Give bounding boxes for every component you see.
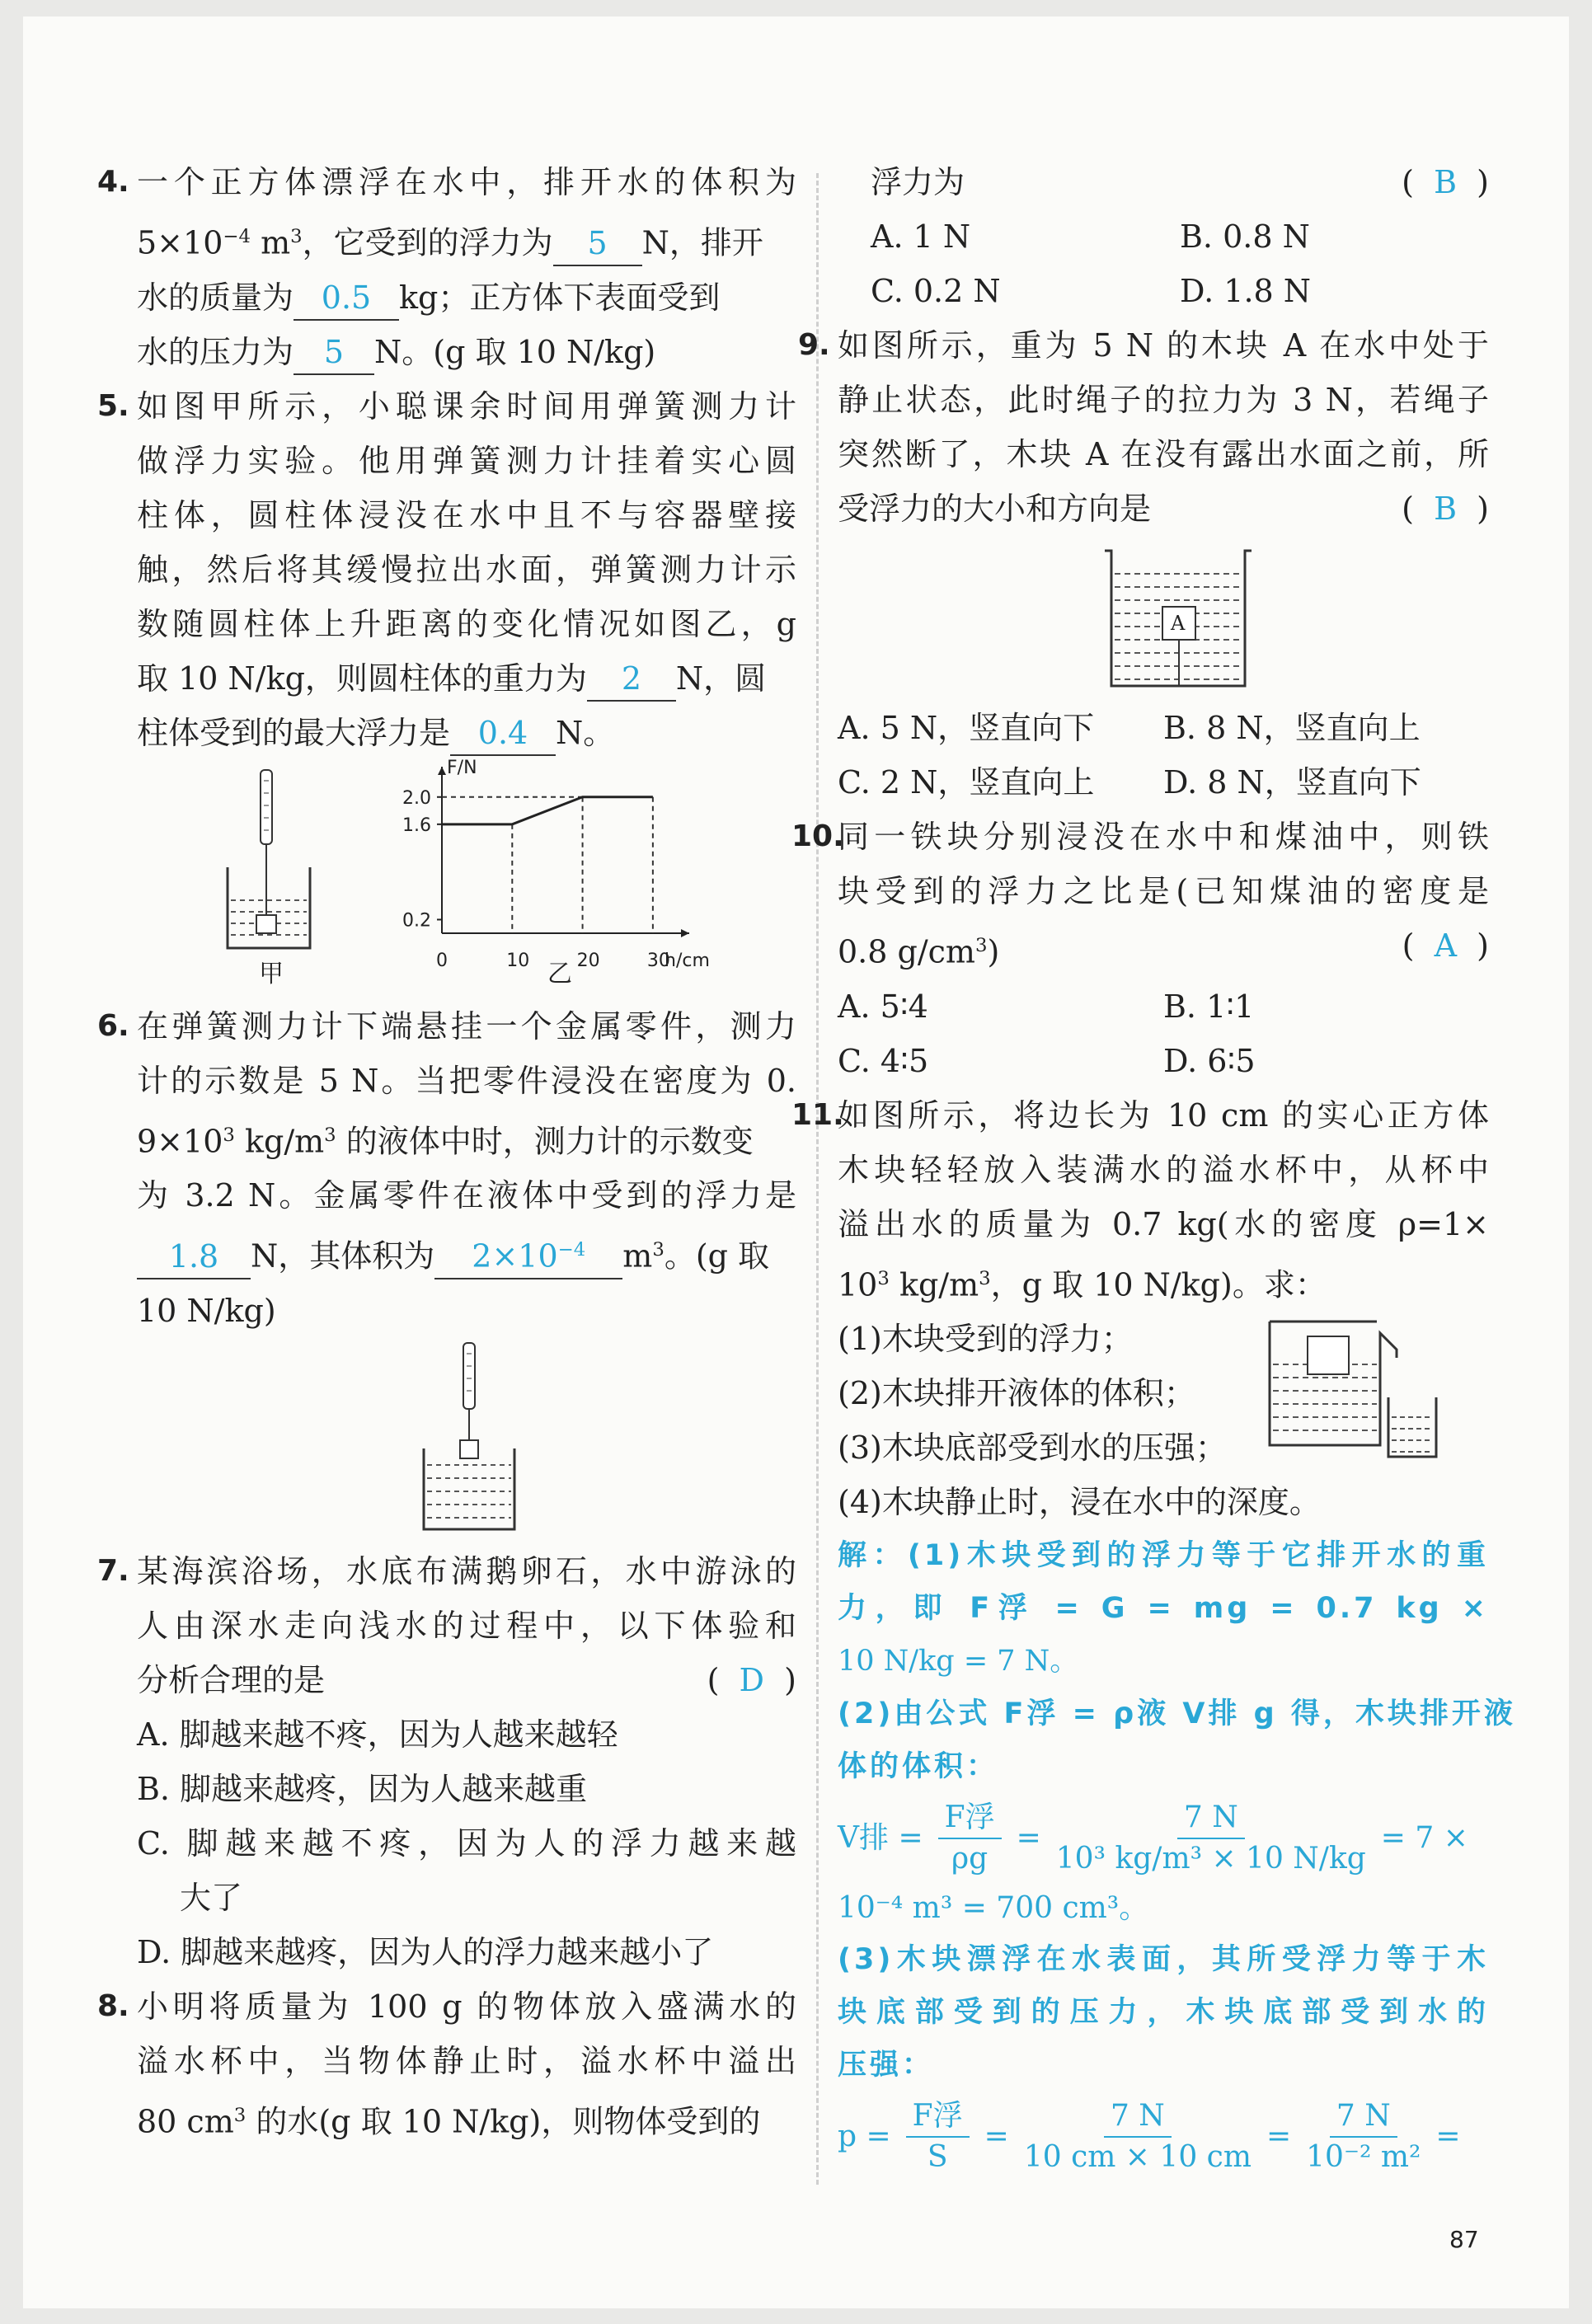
column-divider (816, 173, 819, 2185)
overflow-cup-figure (1265, 1317, 1446, 1461)
answer-blank[interactable]: $2\times 10^{-4}$ (434, 1228, 622, 1279)
block-label: A (1171, 612, 1186, 635)
y-axis-label: F/N (447, 757, 477, 778)
question-8 (97, 1979, 796, 2149)
text-line: 溢水杯中，当物体静止时，溢水杯中溢出 (137, 2042, 796, 2079)
option-a[interactable]: A. 5∶4 (838, 988, 928, 1025)
solution (838, 1529, 1516, 1793)
question-number: 7. (97, 1553, 129, 1588)
text-line: 溢出水的质量为 0.7 kg(水的密度 ρ=1× (838, 1205, 1489, 1242)
answer-choice[interactable]: D (739, 1661, 765, 1698)
x-axis-label: h/cm (665, 950, 710, 971)
answer-paren: ( A ) (1402, 927, 1489, 964)
answer-choice[interactable]: B (1434, 491, 1458, 527)
text-line: 受浮力的大小和方向是 ( B ) (838, 481, 1489, 536)
text-line: 某海滨浴场，水底布满鹅卵石，水中游泳的 (137, 1552, 796, 1589)
page-number: 87 (1449, 2226, 1479, 2253)
text-line: 浮力为 ( B ) (838, 155, 1489, 209)
option-d[interactable]: D. 1.8 N (1180, 273, 1312, 309)
answer-blank[interactable]: 0.5 (294, 276, 399, 321)
answer-blank[interactable]: 5 (294, 331, 374, 375)
text-line: 1.8 N，其体积为 $2\times 10^{-4}$ $m^3$。(g 取 (137, 1223, 796, 1284)
answer-blank[interactable]: 0.4 (450, 711, 556, 756)
solution-line: 解：(1)木块受到的浮力等于它排开水的重 (838, 1539, 1489, 1573)
answer-blank[interactable]: 1.8 (137, 1235, 251, 1279)
sub-question-4: (4)木块静止时，浸在水中的深度。 (838, 1484, 1321, 1521)
option-b[interactable]: B. 0.8 N (1180, 218, 1310, 255)
x-tick-label: 30 (646, 950, 670, 971)
answer-blank[interactable]: 5 (553, 222, 642, 266)
text-line: 柱体，圆柱体浸没在水中且不与容器壁接 (137, 496, 796, 533)
options (838, 979, 1489, 1088)
question-4 (97, 155, 796, 379)
figure-9 (838, 536, 1489, 701)
sub-questions (838, 1312, 1489, 1529)
question-number: 5. (97, 388, 129, 423)
figure-6 (137, 1338, 796, 1544)
x-tick-label: 20 (576, 950, 600, 971)
option-d[interactable]: D. 脚越来越疼，因为人的浮力越来越小了 (137, 1933, 714, 1970)
spring-scale-beaker-figure (219, 768, 318, 958)
text-line: 做浮力实验。他用弹簧测力计挂着实心圆 (137, 442, 796, 479)
text-line: 同一铁块分别浸没在水中和煤油中，则铁 (838, 819, 1489, 855)
text-line: 80 $cm^3$ 的水(g 取 10 N/kg)，则物体受到的 (137, 2103, 761, 2140)
y-tick-label: 1.6 (402, 815, 431, 836)
question-8-continued (838, 155, 1489, 318)
text-line: 水的压力为 5 N。(g 取 10 N/kg) (137, 325, 796, 379)
option-c[interactable]: C. 0.2 N (871, 273, 1001, 309)
text-line: 柱体受到的最大浮力是 0.4 N。 (137, 706, 796, 760)
option-d[interactable]: D. 6∶5 (1163, 1042, 1256, 1079)
option-a[interactable]: A. 1 N (871, 218, 971, 255)
text-line: 如图所示，将边长为 10 cm 的实心正方体 (838, 1096, 1489, 1134)
solution-line: 10 N/kg = 7 N。 (838, 1645, 1079, 1678)
fraction: $\frac{7 N}{10 cm \times 10 cm}$ (1024, 2096, 1252, 2177)
answer-paren: ( B ) (1402, 491, 1489, 527)
sub-question-1: (1)木块受到的浮力； (838, 1321, 1133, 1358)
option-b[interactable]: B. 脚越来越疼，因为人越来越重 (137, 1770, 588, 1807)
text-line: 为 3.2 N。金属零件在液体中受到的浮力是 (137, 1177, 796, 1214)
solution-line: 压强： (838, 2049, 935, 2082)
question-10 (791, 810, 1489, 1088)
text-line: 分析合理的是 ( D ) (137, 1653, 796, 1707)
solution-line: 块底部受到的压力，木块底部受到水的 (838, 1996, 1489, 2030)
formula-pressure: p = $\frac{\text{F浮}}{S}$ = $\frac{7 N}{10 cm \times 10 cm}$ = $\frac{7 N}{\text{10⁻² m²}}$ = (838, 2092, 1489, 2182)
text-line: 触，然后将其缓慢拉出水面，弹簧测力计示 (137, 551, 796, 588)
text-line: 静止状态，此时绳子的拉力为 3 N，若绳子 (838, 382, 1489, 418)
question-9 (798, 318, 1489, 810)
text-line: 一个正方体漂浮在水中，排开水的体积为 (137, 164, 796, 200)
text-line: $9\times 10^3$ $kg/m^3$ 的液体中时，测力计的示数变 (137, 1123, 754, 1160)
question-number: 4. (97, 165, 129, 199)
question-5 (97, 379, 796, 999)
question-number: 9. (798, 328, 830, 362)
text-line: 如图所示，重为 5 N 的木块 A 在水中处于 (838, 327, 1489, 364)
left-column (97, 155, 796, 2149)
text-line: 突然断了，木块 A 在没有露出水面之前，所 (838, 436, 1489, 472)
text-line: 数随圆柱体上升距离的变化情况如图乙，g (137, 605, 796, 642)
y-tick-label: 2.0 (402, 787, 431, 809)
solution (838, 1933, 1489, 2092)
answer-paren: ( B ) (1402, 164, 1489, 200)
fraction: $\frac{\text{F浮}}{S}$ (906, 2096, 970, 2177)
question-number: 10. (791, 819, 844, 853)
option-c-continued: 大了 (180, 1879, 243, 1916)
sub-question-2: (2)木块排开液体的体积； (838, 1375, 1195, 1412)
text-line: 0.8 $g/cm^3$) ( A ) (838, 918, 1489, 979)
option-b[interactable]: B. 1∶1 (1163, 988, 1255, 1025)
right-column (791, 155, 1516, 2182)
fraction: $\frac{7 N}{\text{10³ kg/m³ × 10 N/kg}}$ (1056, 1798, 1366, 1879)
x-tick-label: 10 (506, 950, 530, 971)
text-line: $10^3$ $kg/m^3$，g 取 10 N/kg)。求： (838, 1266, 1327, 1303)
text-line: 小明将质量为 100 g 的物体放入盛满水的 (137, 1988, 796, 2025)
answer-choice[interactable]: A (1434, 927, 1458, 964)
spring-scale-beaker-figure (417, 1341, 524, 1539)
text-line: 木块轻轻放入装满水的溢水杯中，从杯中 (838, 1151, 1489, 1188)
question-7 (97, 1544, 796, 1979)
text-line: 10 N/kg) (137, 1292, 276, 1329)
text-line: 块受到的浮力之比是(已知煤油的密度是 (838, 873, 1489, 909)
question-6 (97, 999, 796, 1544)
solution-line: 体的体积： (838, 1750, 999, 1784)
option-c[interactable]: C. 2 N，竖直向上 (838, 764, 1095, 800)
option-c[interactable]: C. 4∶5 (838, 1042, 929, 1079)
answer-paren: ( D ) (707, 1661, 796, 1698)
question-11 (791, 1088, 1516, 2183)
force-height-chart (376, 756, 710, 971)
figure-5 (137, 757, 796, 999)
solution-line: (2)由公式 F浮 = ρ液 V排 g 得，木块排开液 (838, 1697, 1516, 1731)
figure-label-yi: 乙 (547, 959, 572, 988)
question-number: 6. (97, 1008, 129, 1043)
solution-line: 力，即 F浮 = G = mg = 0.7 kg × (838, 1592, 1489, 1626)
text-line: 水的质量为 0.5 kg；正方体下表面受到 (137, 270, 796, 325)
y-tick-label: 0.2 (402, 910, 431, 932)
text-line: $5\times 10^{-4}$ $m^3$，它受到的浮力为 5 N，排开 (137, 209, 796, 270)
formula-volume-result: 10⁻⁴ m³ = 700 cm³。 (838, 1891, 1149, 1926)
options (838, 209, 1489, 318)
text-line: 人由深水走向浅水的过程中，以下体验和 (137, 1607, 796, 1644)
option-b[interactable]: B. 8 N，竖直向上 (1163, 710, 1421, 746)
fraction: $\frac{\text{F浮}}{\rho g}$ (938, 1798, 1002, 1879)
figure-label-jia: 甲 (259, 959, 284, 988)
options (838, 701, 1489, 810)
option-d[interactable]: D. 8 N，竖直向下 (1163, 764, 1421, 800)
answer-blank[interactable]: 2 (587, 657, 676, 702)
answer-choice[interactable]: B (1434, 164, 1458, 200)
question-number: 8. (97, 1988, 129, 2023)
formula-volume: V排 = $\frac{\text{F浮}}{\rho g}$ = $\frac{7 N}{\text{10³ kg/m³ × 10 N/kg}}$ = 7 × (838, 1793, 1489, 1884)
option-a[interactable]: A. 脚越来越不疼，因为人越来越轻 (137, 1716, 618, 1753)
sub-question-3: (3)木块底部受到水的压强； (838, 1430, 1227, 1467)
text-line: 在弹簧测力计下端悬挂一个金属零件，测力 (137, 1007, 796, 1045)
x-tick-label: 0 (436, 950, 448, 971)
series-line (442, 796, 653, 824)
text-line: 取 10 N/kg，则圆柱体的重力为 2 N，圆 (137, 651, 796, 706)
solution-line: (3)木块漂浮在水表面，其所受浮力等于木 (838, 1943, 1489, 1977)
option-a[interactable]: A. 5 N，竖直向下 (838, 710, 1095, 746)
text-line: 计的示数是 5 N。当把零件浸没在密度为 0. (137, 1062, 796, 1099)
question-number: 11. (791, 1097, 844, 1132)
text-line: 如图甲所示，小聪课余时间用弹簧测力计 (137, 387, 796, 425)
page-sheet (23, 16, 1569, 2308)
x-axis-arrow (681, 929, 689, 937)
y-axis-arrow (438, 767, 446, 775)
option-c[interactable]: C. 脚越来越不疼，因为人的浮力越来越 (137, 1824, 796, 1862)
fraction: $\frac{7 N}{\text{10⁻² m²}}$ (1306, 2096, 1421, 2177)
